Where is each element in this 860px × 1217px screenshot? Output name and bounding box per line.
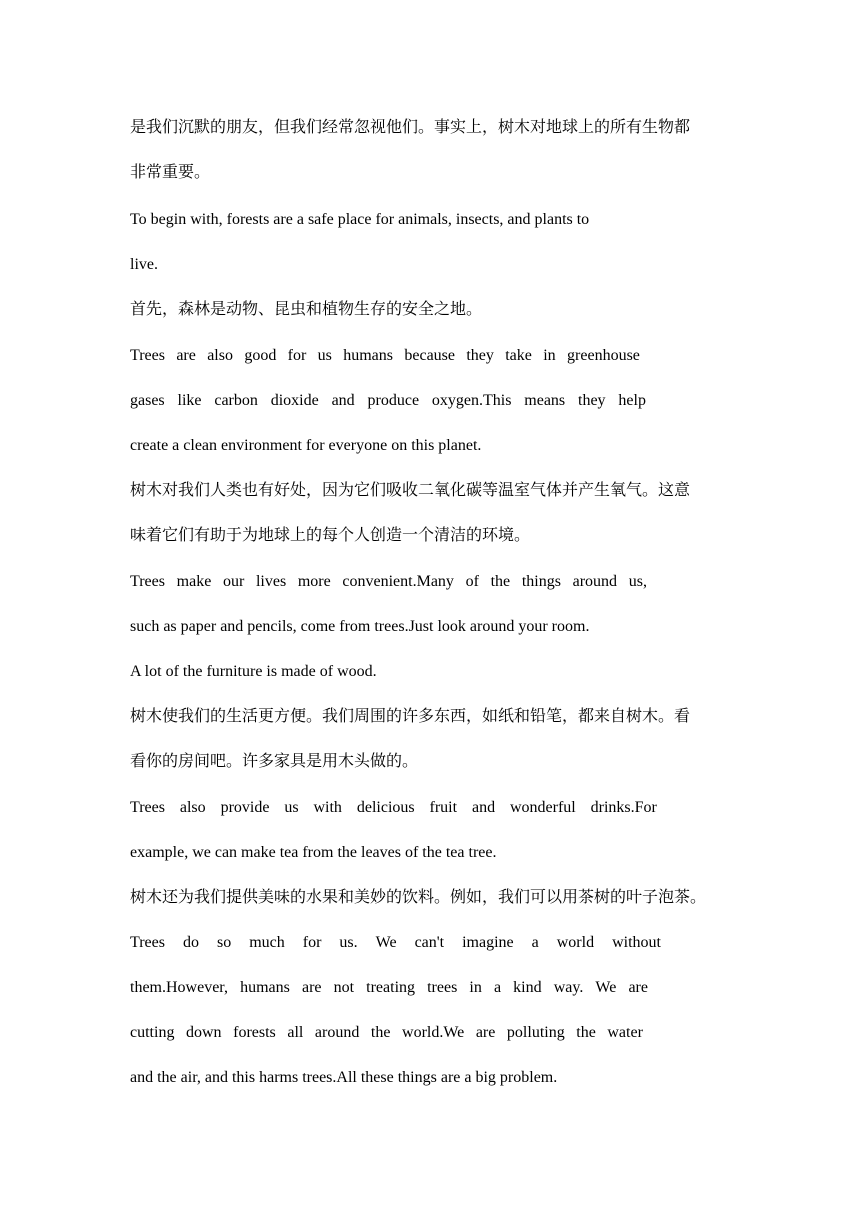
word: so <box>216 934 232 951</box>
word: way. <box>553 979 584 996</box>
word: delicious <box>356 799 415 816</box>
word: do <box>182 934 199 951</box>
word: us. <box>339 934 358 951</box>
word: can't <box>414 934 445 951</box>
word: gases <box>130 392 165 409</box>
text-line: create a clean environment for everyone on this planet. <box>130 437 482 454</box>
word: fruit <box>429 799 458 816</box>
word: with <box>313 799 342 816</box>
word: humans <box>240 979 290 996</box>
text-line: 味着它们有助于为地球上的每个人创造一个清洁的环境。 <box>130 527 531 544</box>
word: lives <box>255 573 287 590</box>
word: much <box>249 934 285 951</box>
word: are <box>301 979 322 996</box>
word: also <box>179 799 206 816</box>
word: world.We <box>402 1024 465 1041</box>
text-line-justified <box>130 346 640 366</box>
word: trees <box>427 979 458 996</box>
text-line: 树木对我们人类也有好处，因为它们吸收二氧化碳等温室气体并产生氧气。这意 <box>130 482 691 499</box>
word: water <box>607 1024 643 1041</box>
word: kind <box>513 979 542 996</box>
word: make <box>176 573 212 590</box>
word: greenhouse <box>567 347 640 364</box>
word: also <box>207 347 233 364</box>
text-line: 首先，森林是动物、昆虫和植物生存的安全之地。 <box>130 301 483 318</box>
word: and <box>331 392 355 409</box>
text-line: live. <box>130 256 158 273</box>
word: like <box>177 392 202 409</box>
word: a <box>493 979 502 996</box>
text-line-justified <box>130 978 648 998</box>
text-line-justified <box>130 391 646 411</box>
word: things <box>521 573 561 590</box>
text-line: example, we can make tea from the leaves of the tea tree. <box>130 844 497 861</box>
word: for <box>287 347 307 364</box>
text-line: 树木使我们的生活更方便。我们周围的许多东西，如纸和铅笔，都来自树木。看 <box>130 708 691 725</box>
word: and <box>471 799 496 816</box>
word: our <box>222 573 245 590</box>
word: dioxide <box>270 392 319 409</box>
word: us <box>284 799 299 816</box>
word: imagine <box>462 934 514 951</box>
word: around <box>314 1024 360 1041</box>
word: them.However, <box>130 979 228 996</box>
word: help <box>618 392 646 409</box>
word: We <box>595 979 617 996</box>
word: in <box>543 347 556 364</box>
text-line-justified <box>130 798 657 818</box>
word: around <box>572 573 618 590</box>
word: Trees <box>130 934 165 951</box>
word: the <box>370 1024 391 1041</box>
word: Trees <box>130 573 165 590</box>
word: in <box>469 979 482 996</box>
word: are <box>628 979 648 996</box>
text-line: 树木还为我们提供美味的水果和美妙的饮料。例如，我们可以用茶树的叶子泡茶。 <box>130 889 707 906</box>
word: without <box>612 934 661 951</box>
word: are <box>176 347 196 364</box>
word: cutting <box>130 1024 175 1041</box>
text-line: 是我们沉默的朋友，但我们经常忽视他们。事实上，树木对地球上的所有生物都 <box>130 119 691 136</box>
word: world <box>556 934 595 951</box>
word: are <box>475 1024 496 1041</box>
word: not <box>333 979 355 996</box>
word: convenient.Many <box>342 573 454 590</box>
word: produce <box>367 392 420 409</box>
word: down <box>186 1024 222 1041</box>
word: carbon <box>214 392 258 409</box>
word: us, <box>628 573 647 590</box>
word: because <box>404 347 455 364</box>
text-line: and the air, and this harms trees.All these things are a big problem. <box>130 1069 558 1086</box>
word: good <box>244 347 277 364</box>
word: We <box>375 934 397 951</box>
text-line: 看你的房间吧。许多家具是用木头做的。 <box>130 753 419 770</box>
word: Trees <box>130 347 165 364</box>
word: forests <box>233 1024 276 1041</box>
word: the <box>490 573 511 590</box>
word: they <box>466 347 494 364</box>
word: more <box>297 573 331 590</box>
word: humans <box>343 347 394 364</box>
word: polluting <box>506 1024 565 1041</box>
word: provide <box>220 799 270 816</box>
word: wonderful <box>509 799 576 816</box>
word: us <box>317 347 332 364</box>
text-line-justified <box>130 1023 643 1043</box>
text-line-justified <box>130 572 647 592</box>
word: means <box>524 392 566 409</box>
text-line-justified <box>130 933 661 953</box>
word: a <box>531 934 539 951</box>
text-line: such as paper and pencils, come from trees.Just look around your room. <box>130 618 590 635</box>
word: treating <box>366 979 416 996</box>
word: of <box>465 573 479 590</box>
word: take <box>505 347 532 364</box>
text-line: To begin with, forests are a safe place for animals, insects, and plants to <box>130 211 590 228</box>
text-line: 非常重要。 <box>130 164 211 181</box>
word: oxygen.This <box>431 392 512 409</box>
word: Trees <box>130 799 165 816</box>
word: for <box>302 934 322 951</box>
word: they <box>578 392 606 409</box>
text-line: A lot of the furniture is made of wood. <box>130 663 377 680</box>
word: drinks.For <box>590 799 657 816</box>
word: the <box>576 1024 596 1041</box>
word: all <box>287 1024 304 1041</box>
